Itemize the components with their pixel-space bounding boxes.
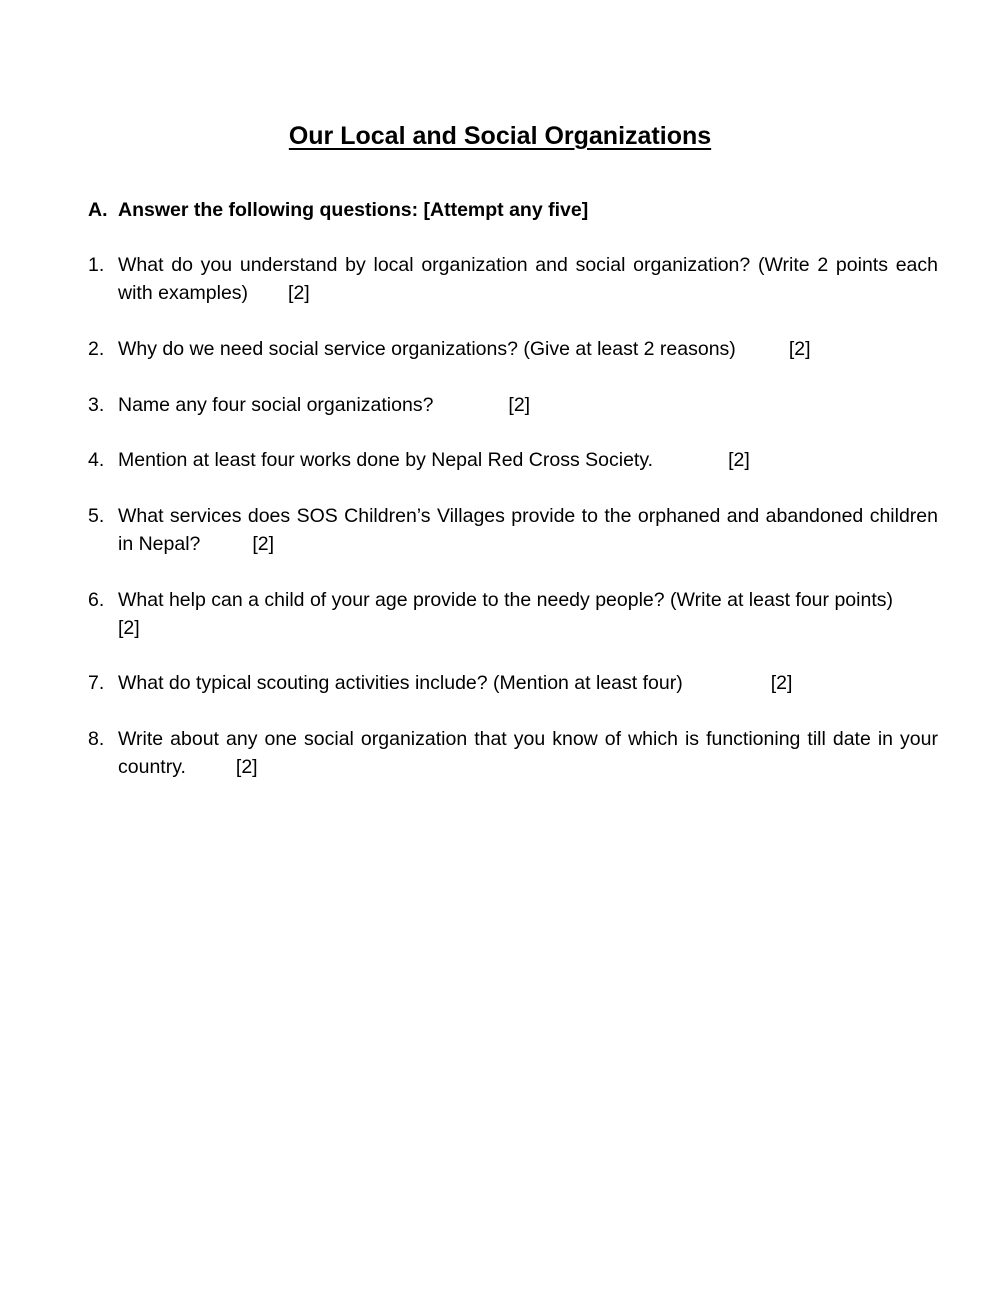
question-text: Why do we need social service organizations? (Give at least 2 reasons)	[118, 338, 736, 360]
question-number: 6.	[88, 589, 105, 611]
question-marks: [2]	[118, 617, 140, 639]
question-text: What services does SOS Children’s Villages provide to the orphaned and abandoned children in Nepal?	[118, 505, 938, 555]
question-body	[118, 446, 938, 474]
question-marks: [2]	[508, 394, 531, 416]
question-number: 7.	[88, 672, 105, 694]
question-text: What do you understand by local organization and social organization? (Write 2 points each with examples)	[118, 254, 938, 304]
page-title: Our Local and Social Organizations	[288, 122, 712, 150]
question-text: What do typical scouting activities include? (Mention at least four)	[118, 672, 683, 694]
question-number: 3.	[88, 394, 105, 416]
question-item	[88, 335, 938, 363]
question-body	[118, 251, 938, 307]
question-number: 4.	[88, 449, 105, 471]
question-item	[88, 446, 938, 474]
question-number: 1.	[88, 254, 105, 276]
question-body	[118, 335, 938, 363]
question-text: Mention at least four works done by Nepal Red Cross Society.	[118, 449, 654, 471]
question-body	[118, 725, 938, 781]
question-number: 5.	[88, 505, 105, 527]
question-body	[118, 669, 938, 697]
section-instruction: Answer the following questions: [Attempt any five]	[118, 199, 589, 221]
question-text: Write about any one social organization that you know of which is functioning till date in your country.	[118, 728, 938, 778]
question-item	[88, 586, 938, 642]
question-marks: [2]	[288, 282, 310, 304]
question-marks: [2]	[235, 756, 258, 778]
question-number: 8.	[88, 728, 105, 750]
question-body	[118, 586, 938, 642]
question-item	[88, 391, 938, 419]
question-item	[88, 251, 938, 307]
question-item	[88, 502, 938, 558]
question-marks: [2]	[770, 672, 793, 694]
question-body	[118, 502, 938, 558]
question-item	[88, 725, 938, 781]
section-heading	[88, 196, 938, 224]
question-number: 2.	[88, 338, 105, 360]
section-label: A.	[88, 199, 108, 221]
question-text: What help can a child of your age provide to the needy people? (Write at least four points)	[118, 589, 893, 611]
question-item	[88, 669, 938, 697]
question-text: Name any four social organizations?	[118, 394, 434, 416]
question-body	[118, 391, 938, 419]
question-marks: [2]	[728, 449, 750, 471]
question-marks: [2]	[252, 533, 275, 555]
question-marks: [2]	[788, 338, 811, 360]
